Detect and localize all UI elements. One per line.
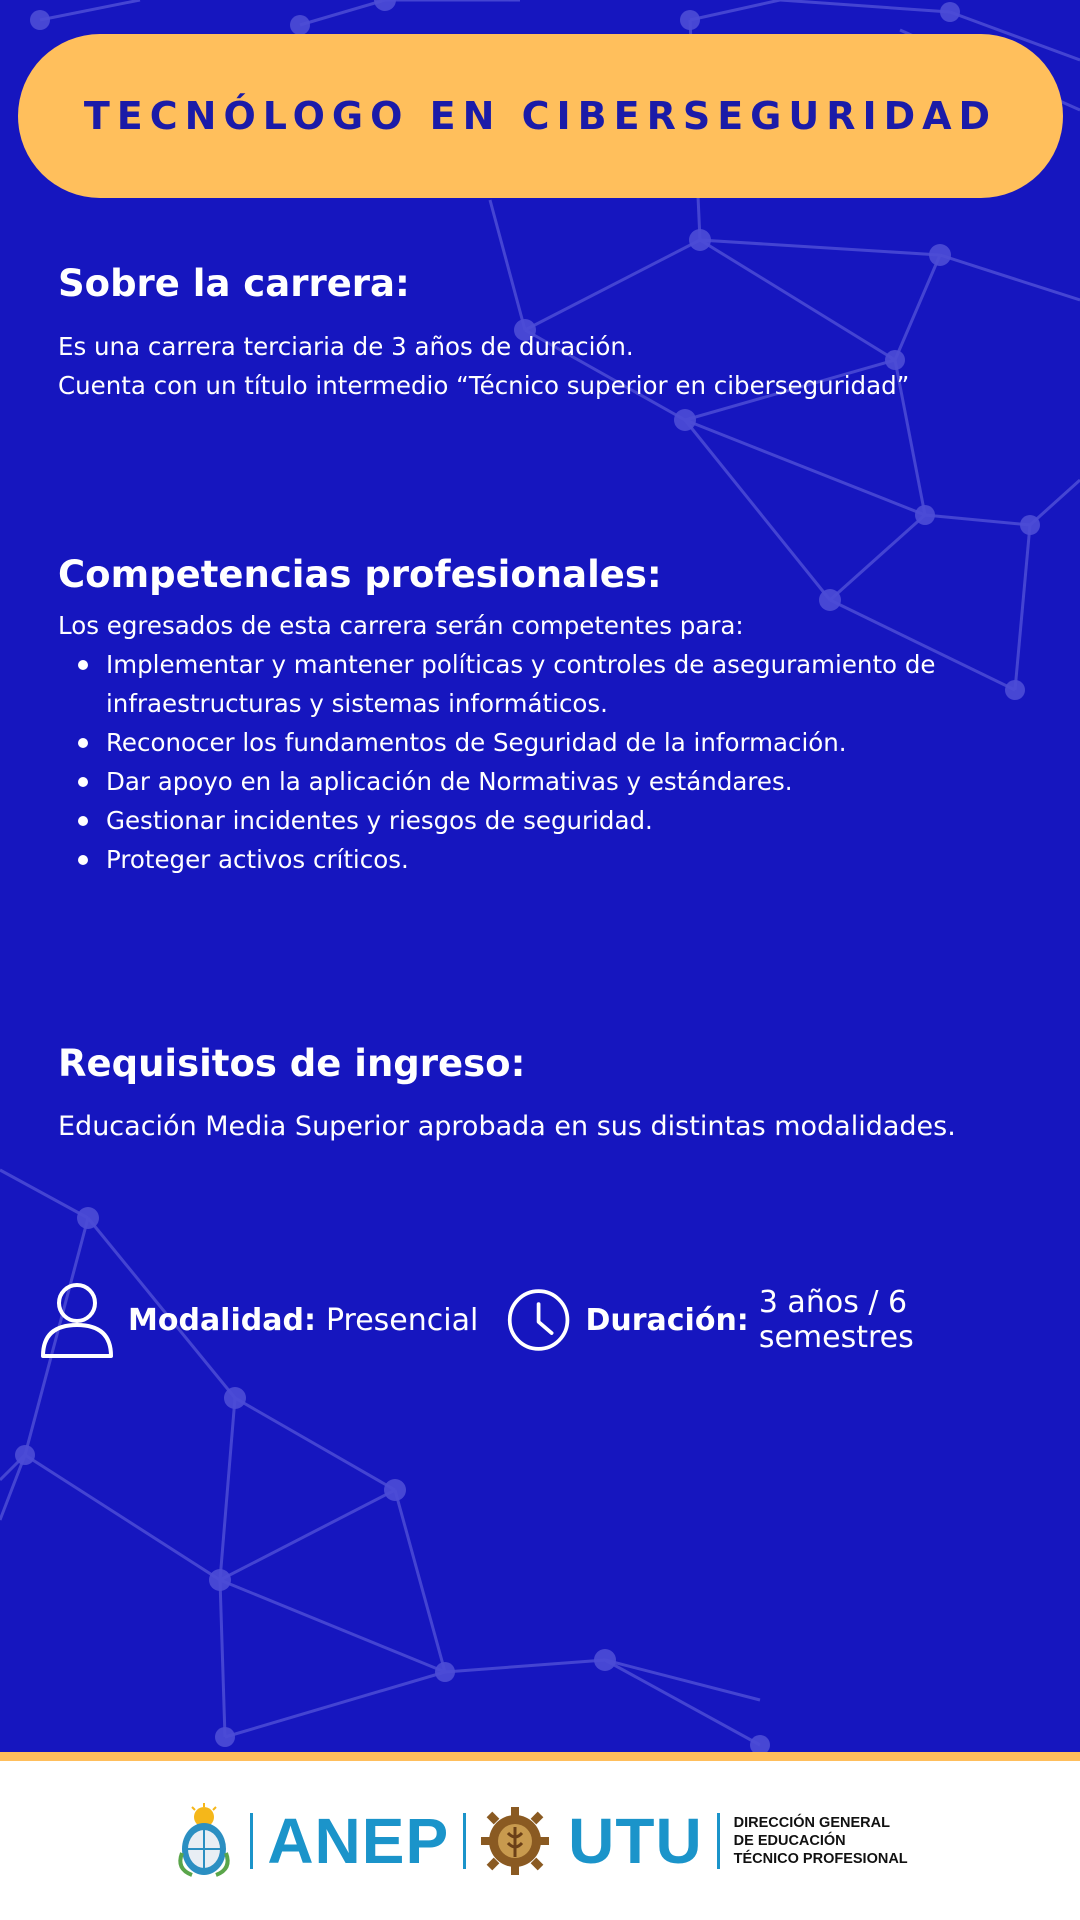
competencias-list: [78, 645, 1048, 879]
modalidad-label: Modalidad:: [128, 1302, 316, 1338]
about-section: [58, 262, 909, 405]
modalidad-info: [40, 1281, 478, 1359]
duracion-info: [506, 1285, 1050, 1355]
list-item: Dar apoyo en la aplicación de Normativas y estándares.: [78, 762, 1048, 801]
info-row: [40, 1280, 1050, 1360]
requisitos-heading: Requisitos de ingreso:: [58, 1042, 526, 1085]
competencias-section: [58, 553, 1048, 879]
title-banner: [18, 34, 1063, 198]
about-line-1: Es una carrera terciaria de 3 años de duración.: [58, 332, 634, 361]
competencias-heading: Competencias profesionales:: [58, 553, 662, 596]
anep-logo: ANEP: [267, 1804, 450, 1877]
requisitos-text: Educación Media Superior aprobada en sus distintas modalidades.: [58, 1111, 956, 1142]
dg-line-1: DIRECCIÓN GENERAL: [733, 1814, 890, 1831]
duracion-value: 3 años / 6 semestres: [758, 1285, 914, 1355]
utu-emblem-icon: [480, 1805, 550, 1877]
utu-logo: UTU: [568, 1804, 703, 1877]
footer: [0, 1761, 1080, 1920]
clock-icon: [506, 1285, 571, 1355]
list-item: Gestionar incidentes y riesgos de seguridad.: [78, 801, 1048, 840]
footer-accent-stripe: [0, 1752, 1080, 1761]
list-item: Reconocer los fundamentos de Seguridad de la información.: [78, 723, 1048, 762]
page-title: TECNÓLOGO EN CIBERSEGURIDAD: [83, 94, 998, 138]
list-item: Implementar y mantener políticas y controles de aseguramiento de infraestructuras y sistemas informáticos.: [78, 645, 1048, 723]
requisitos-section: [58, 1042, 956, 1146]
person-icon: [40, 1281, 114, 1359]
about-line-2: Cuenta con un título intermedio “Técnico superior en ciberseguridad”: [58, 371, 910, 400]
footer-divider: [250, 1813, 253, 1869]
dg-line-3: TÉCNICO PROFESIONAL: [733, 1850, 908, 1867]
competencias-intro: Los egresados de esta carrera serán competentes para:: [58, 611, 744, 640]
modalidad-value: Presencial: [325, 1302, 479, 1338]
list-item: Proteger activos críticos.: [78, 840, 1048, 879]
about-heading: Sobre la carrera:: [58, 262, 410, 305]
uruguay-shield-icon: [172, 1803, 236, 1879]
direccion-general-text: [734, 1814, 908, 1868]
duracion-label: Duración:: [585, 1302, 749, 1338]
footer-divider: [463, 1813, 466, 1869]
footer-divider: [717, 1813, 720, 1869]
dg-line-2: DE EDUCACIÓN: [733, 1832, 846, 1849]
